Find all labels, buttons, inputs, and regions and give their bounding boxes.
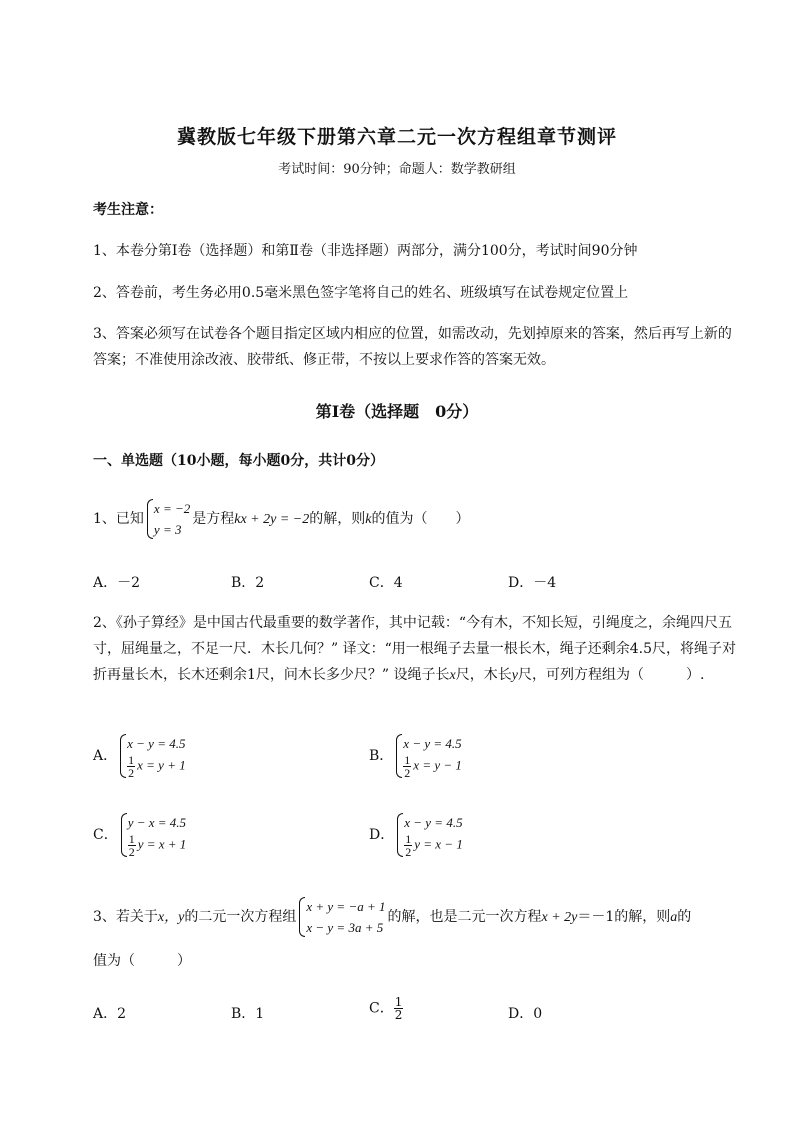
half-fraction <box>127 754 135 779</box>
fraction-denominator: 2 <box>394 1008 403 1022</box>
q3-prefix: 3、若关于 <box>93 909 158 925</box>
q3-sys-row-2: x − y = 3a + 5 <box>306 920 384 935</box>
q3-option-a[interactable]: A．2 <box>93 1006 127 1022</box>
q3-equation-system <box>298 896 385 938</box>
q2-option-b-system <box>395 733 462 779</box>
fraction-denominator: 2 <box>404 766 411 780</box>
q1-option-c[interactable]: C．4 <box>369 575 403 591</box>
q2-option-d[interactable] <box>369 812 465 858</box>
q2-option-a[interactable] <box>93 733 188 779</box>
fraction-numerator: 1 <box>128 753 135 767</box>
q2-option-a-row-1: x − y = 4.5 <box>127 736 186 751</box>
q3-option-b[interactable]: B．1 <box>231 1006 265 1022</box>
fraction-numerator: 1 <box>405 832 412 846</box>
q2-text-2: 尺，木长 <box>455 667 512 683</box>
q2-option-c[interactable] <box>93 812 188 858</box>
q2-text-1: 2、《孙子算经》是中国古代最重要的数学著作，其中记载：“今有木，不知长短，引绳度之，余绳四尺五寸，屈绳量之，不足一尺．木长几何？” 译文：“用一根绳子去量一根长木，绳子还剩余4.5尺，将绳子对折再量长木，长木还剩余1尺，问木长多少尺？” 设绳子长 <box>93 615 737 683</box>
q3-equation: x + 2y <box>541 910 578 925</box>
q1-suffix: 的解，则 <box>309 511 366 527</box>
q3-mid: 的二元一次方程组 <box>184 909 297 925</box>
q2-text-3: 尺，可列方程组为（ ）. <box>517 667 705 683</box>
q1-option-d[interactable]: D．－4 <box>508 575 557 591</box>
notice-item-1: 1、本卷分第I卷（选择题）和第Ⅱ卷（非选择题）两部分，满分100分，考试时间90分钟 <box>93 243 638 259</box>
fraction-numerator: 1 <box>128 832 135 846</box>
q1-option-a[interactable]: A．－2 <box>93 575 141 591</box>
q2-option-c-row-2 <box>128 833 187 858</box>
q3-option-c[interactable] <box>369 996 405 1021</box>
q1-prefix: 1、已知 <box>93 511 144 527</box>
q3-option-d[interactable]: D．0 <box>508 1006 543 1022</box>
q3-mid-2: 的解，也是二元一次方程 <box>387 909 542 925</box>
q3-equation-rest: ＝－1的解，则 <box>577 909 671 925</box>
notice-item-3: 3、答案必须写在试卷各个题目指定区域内相应的位置，如需改动，先划掉原来的答案，然后再写上新的答案；不准使用涂改液、胶带纸、修正带，不按以上要求作答的答案无效。 <box>93 326 732 368</box>
q1-equation-system <box>146 498 190 540</box>
q1-sys-row-1: x = −2 <box>153 501 191 516</box>
q2-option-a-row-2 <box>127 754 186 779</box>
half-fraction <box>404 833 412 858</box>
q1-var: k <box>365 512 372 527</box>
q1-end: 的值为（ ） <box>371 511 470 527</box>
q2-option-d-label: D． <box>369 827 395 843</box>
q2-option-b-label: B． <box>369 748 394 764</box>
q2-option-c-row-2-rest: y = x + 1 <box>137 836 187 852</box>
half-fraction <box>394 996 404 1021</box>
q1-sys-row-2: y = 3 <box>153 522 182 537</box>
part-title: 一、单选题（10小题，每小题0分，共计0分） <box>93 453 384 469</box>
fraction-denominator: 2 <box>405 845 412 859</box>
q3-sys-row-1: x + y = −a + 1 <box>306 899 386 914</box>
q2-var-y: y <box>511 668 518 683</box>
q3-vars: x，y <box>157 910 185 925</box>
q2-option-b-row-1: x − y = 4.5 <box>403 736 462 751</box>
q3-option-c-label: C． <box>369 1000 394 1017</box>
notice-item-2: 2、答卷前，考生务必用0.5毫米黑色签字笔将自己的姓名、班级填写在试卷规定位置上 <box>93 285 629 301</box>
q2-option-d-row-2-rest: y = x − 1 <box>414 836 463 852</box>
q2-option-c-label: C． <box>93 827 118 843</box>
q3-var: a <box>670 910 678 925</box>
q2-option-c-system <box>120 812 187 858</box>
q2-option-b[interactable] <box>369 733 464 779</box>
q1-option-b[interactable]: B．2 <box>231 575 265 591</box>
notice-heading: 考生注意： <box>93 202 163 218</box>
q2-option-a-row-2-rest: x = y + 1 <box>137 757 186 773</box>
q2-option-b-row-2 <box>403 754 462 779</box>
fraction-numerator: 1 <box>404 753 411 767</box>
q2-option-a-system <box>119 733 186 779</box>
half-fraction <box>403 754 411 779</box>
q2-option-c-row-1: y − x = 4.5 <box>127 815 187 830</box>
fraction-denominator: 2 <box>128 845 135 859</box>
q2-option-d-system <box>396 812 463 858</box>
fraction-denominator: 2 <box>128 766 135 780</box>
exam-title: 冀教版七年级下册第六章二元一次方程组章节测评 <box>176 126 617 148</box>
fraction-numerator: 1 <box>394 995 403 1009</box>
q2-var-x: x <box>449 668 456 683</box>
exam-subtitle: 考试时间：90分钟；命题人：数学教研组 <box>278 162 516 177</box>
q3-line-2: 值为（ ） <box>93 953 191 969</box>
half-fraction <box>128 833 136 858</box>
q2-option-a-label: A． <box>93 748 118 764</box>
question-1 <box>93 498 469 540</box>
q2-option-d-row-2 <box>404 833 463 858</box>
q1-mid: 是方程 <box>192 511 235 527</box>
question-2 <box>93 610 745 689</box>
question-3 <box>93 896 691 938</box>
q3-end: 的 <box>677 909 692 925</box>
section-title: 第I卷（选择题 0分） <box>315 402 479 421</box>
q1-equation: kx + 2y = −2 <box>234 512 310 527</box>
q2-option-d-row-1: x − y = 4.5 <box>404 815 463 830</box>
q2-option-b-row-2-rest: x = y − 1 <box>413 757 462 773</box>
